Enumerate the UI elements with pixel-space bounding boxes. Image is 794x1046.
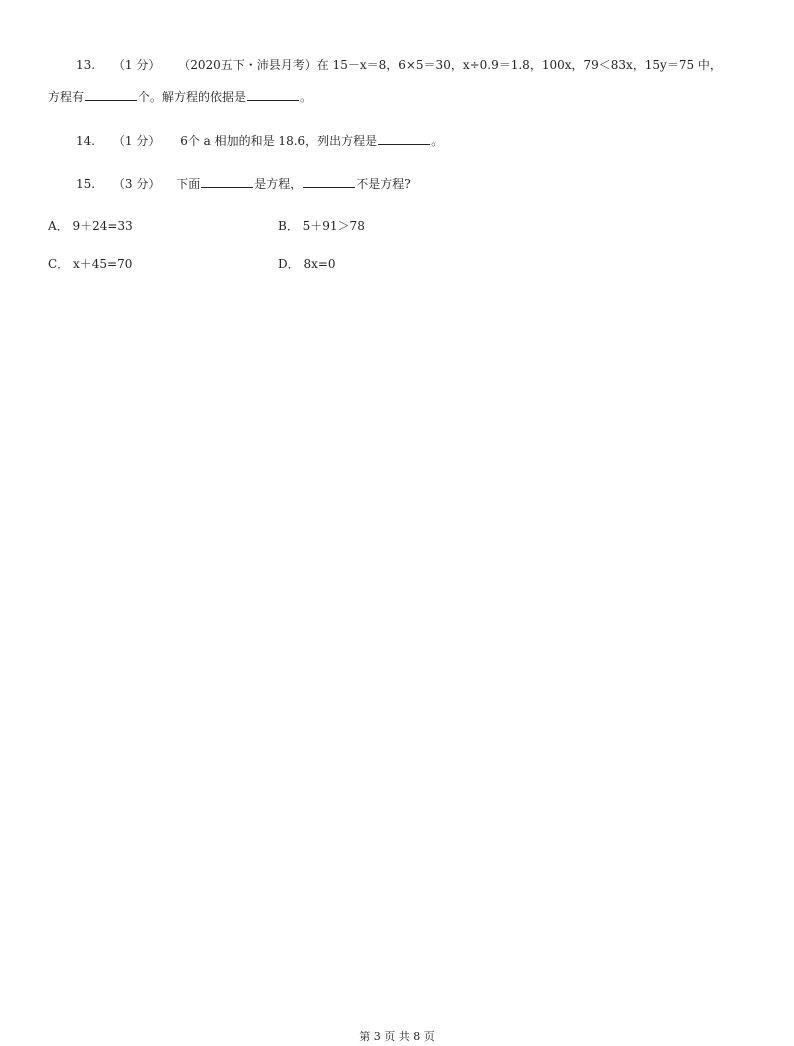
- option-b-label: B．: [278, 219, 299, 233]
- option-d-label: D．: [278, 257, 300, 271]
- question-15-text-part3: 不是方程?: [356, 177, 411, 191]
- option-d[interactable]: [278, 255, 336, 273]
- question-14-text-part1: 6个 a 相加的和是 18.6，列出方程是: [180, 134, 378, 148]
- question-15-number: 15.: [76, 177, 96, 191]
- question-14-score: （1 分）: [112, 134, 161, 148]
- option-a-text: 9＋24=33: [72, 219, 133, 233]
- answer-blank[interactable]: [303, 175, 355, 188]
- option-a[interactable]: [48, 217, 133, 235]
- answer-blank[interactable]: [247, 88, 299, 101]
- question-15-score: （3 分）: [112, 177, 161, 191]
- option-c-label: C．: [48, 257, 70, 271]
- question-13-text-part2: 个。解方程的依据是: [138, 90, 247, 104]
- question-13-text: （2020五下・沛县月考）在 15－x＝8，6×5＝30，x÷0.9＝1.8，100x，79＜83x，15y＝75 中，: [178, 58, 722, 72]
- option-c-text: x＋45=70: [73, 257, 133, 271]
- question-14-line: [76, 132, 443, 150]
- page-footer: 第 3 页 共 8 页: [359, 1030, 435, 1043]
- question-13-text-part3: 。: [300, 90, 313, 104]
- question-13-line-1: [76, 56, 722, 74]
- question-15-text-part2: 是方程，: [254, 177, 303, 191]
- question-14-number: 14.: [76, 134, 96, 148]
- question-15-line: [76, 175, 411, 193]
- answer-blank[interactable]: [201, 175, 253, 188]
- answer-blank[interactable]: [85, 88, 137, 101]
- question-13-number: 13.: [76, 58, 96, 72]
- option-b-text: 5＋91＞78: [302, 219, 365, 233]
- question-15-text-part1: 下面: [176, 177, 201, 191]
- question-13-line-2: [48, 88, 312, 106]
- option-b[interactable]: [278, 217, 365, 235]
- option-c[interactable]: [48, 255, 132, 273]
- question-13-score: （1 分）: [112, 58, 161, 72]
- question-14-text-part2: 。: [431, 134, 444, 148]
- answer-blank[interactable]: [378, 132, 430, 145]
- option-a-label: A．: [48, 219, 69, 233]
- question-13-text-part1: 方程有: [48, 90, 85, 104]
- option-d-text: 8x=0: [303, 257, 336, 271]
